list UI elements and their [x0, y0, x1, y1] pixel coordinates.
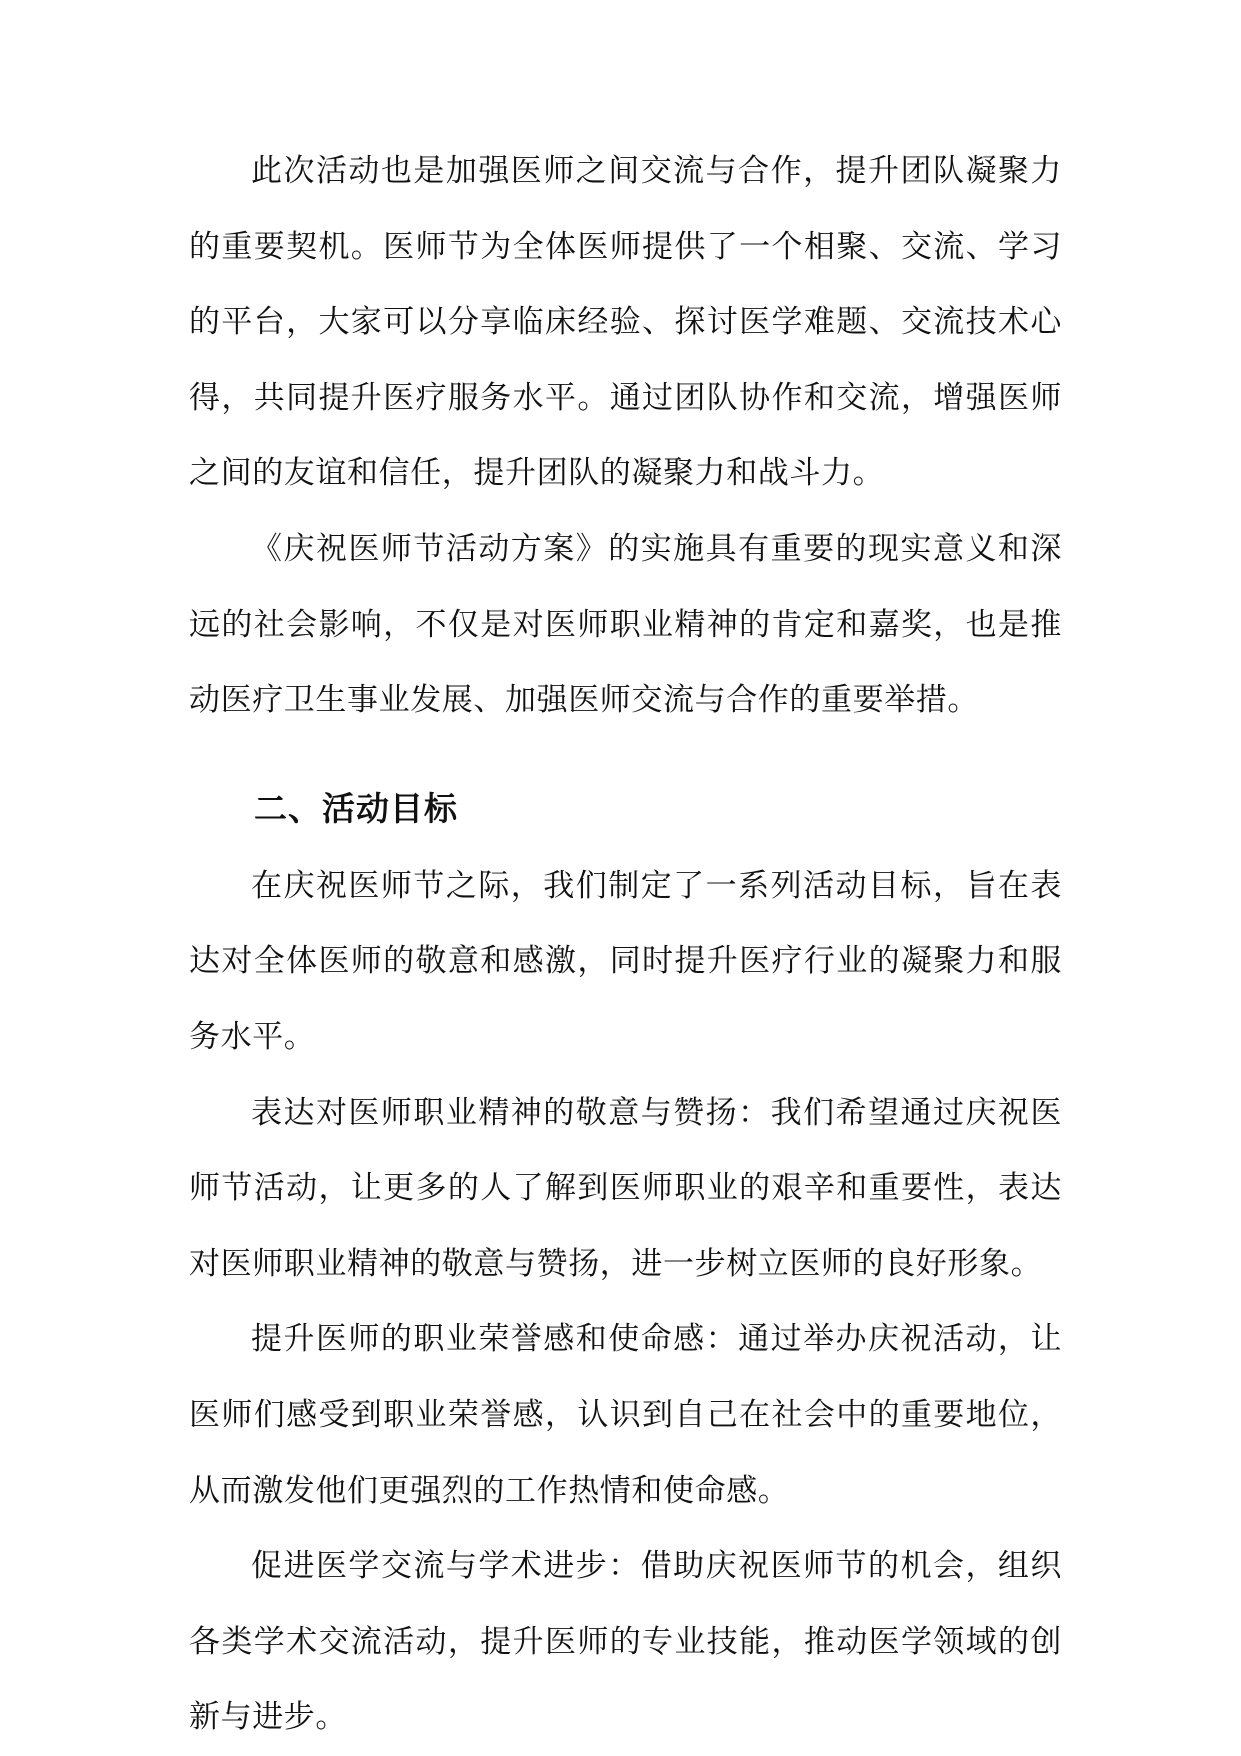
paragraph-team-cohesion: 此次活动也是加强医师之间交流与合作，提升团队凝聚力的重要契机。医师节为全体医师提供了一个相聚、交流、学习的平台，大家可以分享临床经验、探讨医学难题、交流技术心得，共同提升医疗服务水平。通过团队协作和交流，增强医师之间的友谊和信任，提升团队的凝聚力和战斗力。 [189, 153, 1062, 492]
paragraph-goal-respect: 表达对医师职业精神的敬意与赞扬：我们希望通过庆祝医师节活动，让更多的人了解到医师职业的艰辛和重要性，表达对医师职业精神的敬意与赞扬，进一步树立医师的良好形象。 [189, 1094, 1062, 1282]
paragraph-goal-academic: 促进医学交流与学术进步：借助庆祝医师节的机会，组织各类学术交流活动，提升医师的专业技能，推动医学领域的创新与进步。 [189, 1548, 1062, 1736]
paragraph-goals-intro: 在庆祝医师节之际，我们制定了一系列活动目标，旨在表达对全体医师的敬意和感激，同时提升医疗行业的凝聚力和服务水平。 [189, 867, 1062, 1055]
paragraph-goal-honor: 提升医师的职业荣誉感和使命感：通过举办庆祝活动，让医师们感受到职业荣誉感，认识到自己在社会中的重要地位，从而激发他们更强烈的工作热情和使命感。 [189, 1321, 1062, 1509]
paragraph-plan-significance: 《庆祝医师节活动方案》的实施具有重要的现实意义和深远的社会影响，不仅是对医师职业精神的肯定和嘉奖，也是推动医疗卫生事业发展、加强医师交流与合作的重要举措。 [189, 530, 1062, 719]
document-body [189, 134, 1062, 1756]
section-heading-activity-goals: 二、活动目标 [254, 788, 458, 828]
